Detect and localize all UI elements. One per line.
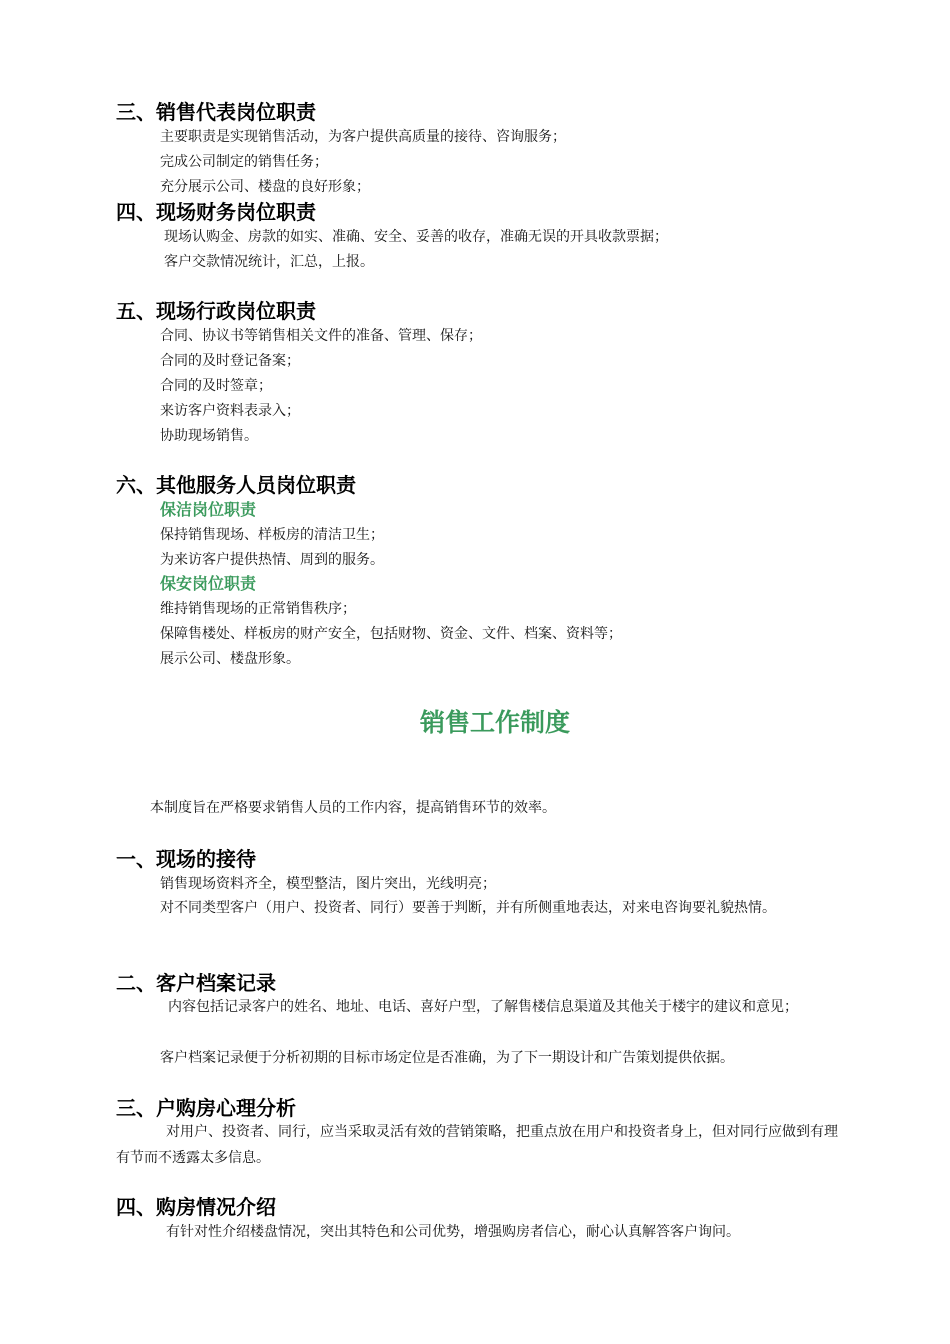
security-duty-1: 维持销售现场的正常销售秩序； — [160, 601, 356, 617]
admin-duty-4: 来访客户资料表录入； — [160, 403, 300, 419]
admin-duty-5: 协助现场销售。 — [160, 428, 258, 444]
sales-rep-duty-3: 充分展示公司、楼盘的良好形象； — [160, 179, 370, 195]
sales-rep-duty-2: 完成公司制定的销售任务； — [160, 154, 328, 170]
heading-purchase-introduction: 四、购房情况介绍 — [116, 1195, 276, 1219]
heading-admin-duties: 五、现场行政岗位职责 — [116, 299, 316, 323]
psychology-paragraph: 对用户、投资者、同行，应当采取灵活有效的营销策略，把重点放在用户和投资者身上，但对同行应做到有理有节而不透露太多信息。 — [116, 1124, 838, 1166]
reception-paragraph: 对不同类型客户（用户、投资者、同行）要善于判断，并有所侧重地表达，对来电咨询要礼貌热情。 — [160, 900, 776, 916]
heading-sales-rep-duties: 三、销售代表岗位职责 — [116, 100, 316, 124]
intro-text: 本制度旨在严格要求销售人员的工作内容，提高销售环节的效率。 — [150, 800, 556, 816]
heading-buyer-psychology: 三、户购房心理分析 — [116, 1096, 296, 1120]
cleaning-duty-1: 保持销售现场、样板房的清洁卫生； — [160, 527, 384, 543]
introduction-paragraph: 有针对性介绍楼盘情况，突出其特色和公司优势，增强购房者信心，耐心认真解答客户询问。 — [166, 1224, 740, 1240]
records-paragraph-2: 客户档案记录便于分析初期的目标市场定位是否准确，为了下一期设计和广告策划提供依据。 — [160, 1050, 734, 1066]
subheading-cleaning-duties: 保洁岗位职责 — [160, 500, 257, 519]
admin-duty-3: 合同的及时签章； — [160, 378, 272, 394]
finance-duty-1: 现场认购金、房款的如实、准确、安全、妥善的收存，准确无误的开具收款票据； — [164, 229, 668, 245]
reception-line-1: 销售现场资料齐全，模型整洁，图片突出，光线明亮； — [160, 876, 496, 892]
page-title: 销售工作制度 — [419, 708, 570, 737]
security-duty-3: 展示公司、楼盘形象。 — [160, 651, 300, 667]
heading-customer-records: 二、客户档案记录 — [116, 971, 276, 995]
security-duty-2: 保障售楼处、样板房的财产安全，包括财物、资金、文件、档案、资料等； — [160, 626, 622, 642]
sales-rep-duty-1: 主要职责是实现销售活动，为客户提供高质量的接待、咨询服务； — [160, 129, 566, 145]
heading-onsite-reception: 一、现场的接待 — [116, 847, 256, 871]
admin-duty-2: 合同的及时登记备案； — [160, 353, 300, 369]
cleaning-duty-2: 为来访客户提供热情、周到的服务。 — [160, 552, 384, 568]
heading-other-staff-duties: 六、其他服务人员岗位职责 — [116, 473, 356, 497]
records-paragraph-1: 内容包括记录客户的姓名、地址、电话、喜好户型，了解售楼信息渠道及其他关于楼宇的建议和意见； — [168, 999, 798, 1015]
finance-duty-2: 客户交款情况统计，汇总，上报。 — [164, 254, 374, 270]
subheading-security-duties: 保安岗位职责 — [160, 574, 257, 593]
heading-finance-duties: 四、现场财务岗位职责 — [116, 200, 316, 224]
admin-duty-1: 合同、协议书等销售相关文件的准备、管理、保存； — [160, 328, 482, 344]
